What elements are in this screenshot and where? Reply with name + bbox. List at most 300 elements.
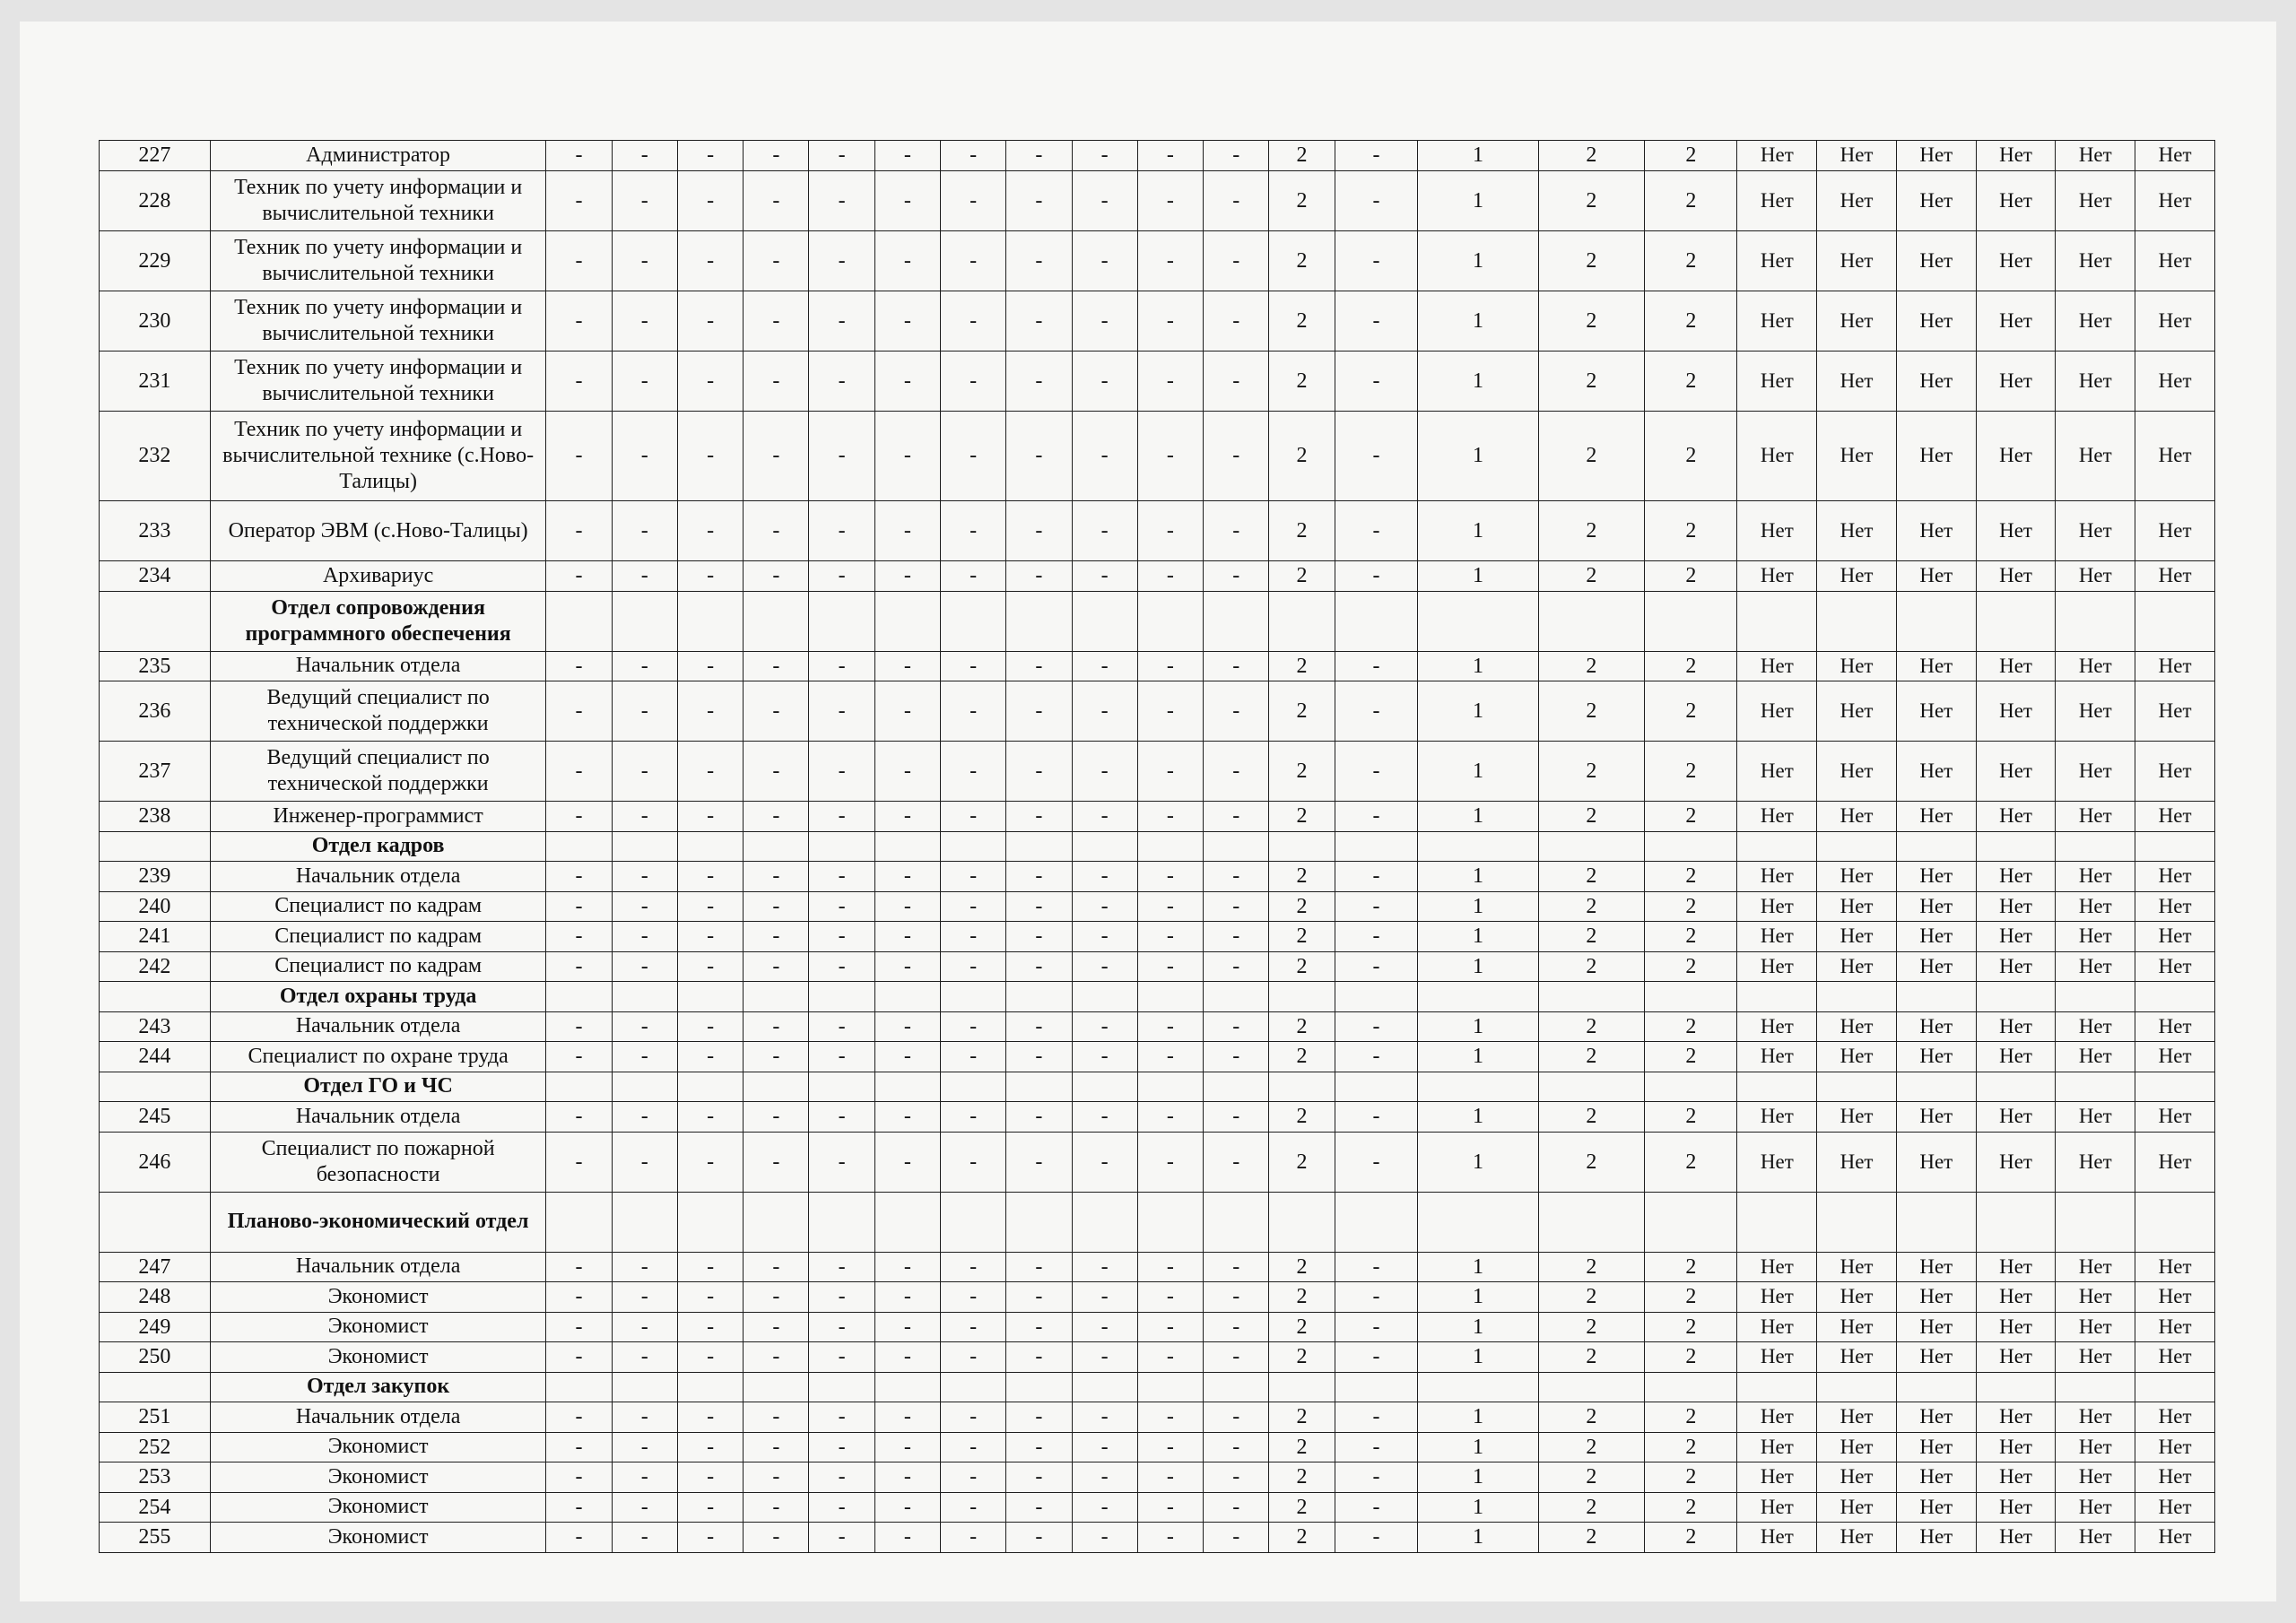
empty-cell: [1335, 1072, 1418, 1102]
value-cell: -: [874, 1282, 940, 1313]
value-cell: -: [874, 1523, 940, 1553]
value-cell: -: [1204, 1492, 1269, 1523]
empty-cell: [874, 591, 940, 651]
empty-cell: [1817, 1192, 1897, 1252]
yes-no-cell: Нет: [1976, 1462, 2056, 1493]
value-cell: -: [1072, 1402, 1137, 1433]
row-number-cell: 245: [100, 1102, 211, 1133]
empty-cell: [612, 982, 677, 1012]
row-number-cell: [100, 982, 211, 1012]
row-number-cell: 253: [100, 1462, 211, 1493]
empty-cell: [2135, 1072, 2215, 1102]
value-cell: 2: [1538, 170, 1645, 230]
value-cell: 2: [1645, 1132, 1737, 1192]
row-number-cell: 232: [100, 411, 211, 501]
value-cell: -: [1072, 1102, 1137, 1133]
empty-cell: [612, 1072, 677, 1102]
value-cell: -: [744, 742, 809, 802]
value-cell: -: [874, 1252, 940, 1282]
value-cell: -: [612, 951, 677, 982]
empty-cell: [809, 982, 874, 1012]
value-cell: -: [612, 561, 677, 592]
yes-no-cell: Нет: [1737, 1342, 1817, 1373]
value-cell: -: [1072, 1432, 1137, 1462]
value-cell: -: [677, 1042, 743, 1072]
value-cell: -: [1204, 411, 1269, 501]
position-name: Начальник отдела: [210, 1402, 546, 1433]
value-cell: -: [809, 1492, 874, 1523]
value-cell: -: [874, 230, 940, 291]
table-row: [100, 1102, 2215, 1133]
yes-no-cell: Нет: [2135, 1042, 2215, 1072]
value-cell: -: [546, 891, 612, 922]
yes-no-cell: Нет: [1817, 862, 1897, 892]
value-cell: -: [809, 951, 874, 982]
empty-cell: [2056, 1072, 2135, 1102]
value-cell: -: [612, 651, 677, 681]
empty-cell: [546, 1372, 612, 1402]
yes-no-cell: Нет: [1896, 1523, 1976, 1553]
value-cell: -: [1137, 141, 1203, 171]
value-cell: -: [546, 1252, 612, 1282]
table-row: [100, 291, 2215, 351]
value-cell: -: [1072, 681, 1137, 742]
empty-cell: [1269, 591, 1335, 651]
yes-no-cell: Нет: [1737, 1462, 1817, 1493]
value-cell: -: [941, 681, 1006, 742]
yes-no-cell: Нет: [1976, 1132, 2056, 1192]
value-cell: 2: [1538, 291, 1645, 351]
value-cell: -: [1137, 170, 1203, 230]
value-cell: -: [546, 1102, 612, 1133]
value-cell: -: [1006, 141, 1072, 171]
yes-no-cell: Нет: [2056, 651, 2135, 681]
value-cell: -: [809, 230, 874, 291]
table-row: [100, 742, 2215, 802]
value-cell: -: [941, 291, 1006, 351]
yes-no-cell: Нет: [2056, 141, 2135, 171]
value-cell: -: [941, 862, 1006, 892]
position-name: Начальник отдела: [210, 651, 546, 681]
value-cell: -: [612, 351, 677, 411]
empty-cell: [1072, 982, 1137, 1012]
yes-no-cell: Нет: [2135, 651, 2215, 681]
value-cell: -: [1006, 862, 1072, 892]
row-number-cell: 229: [100, 230, 211, 291]
yes-no-cell: Нет: [2135, 1011, 2215, 1042]
value-cell: -: [1335, 291, 1418, 351]
value-cell: -: [1006, 230, 1072, 291]
value-cell: 2: [1645, 1462, 1737, 1493]
position-name: Архивариус: [210, 561, 546, 592]
value-cell: -: [1204, 561, 1269, 592]
row-number-cell: 240: [100, 891, 211, 922]
value-cell: 1: [1418, 1523, 1538, 1553]
value-cell: -: [1335, 742, 1418, 802]
value-cell: -: [1204, 230, 1269, 291]
position-name: Ведущий специалист по технической поддержки: [210, 742, 546, 802]
value-cell: -: [1335, 651, 1418, 681]
yes-no-cell: Нет: [2056, 411, 2135, 501]
value-cell: -: [1072, 1492, 1137, 1523]
empty-cell: [1006, 591, 1072, 651]
value-cell: -: [1204, 141, 1269, 171]
position-name: Экономист: [210, 1432, 546, 1462]
value-cell: 2: [1538, 862, 1645, 892]
value-cell: -: [1137, 1011, 1203, 1042]
value-cell: -: [677, 681, 743, 742]
yes-no-cell: Нет: [2056, 291, 2135, 351]
yes-no-cell: Нет: [1817, 1132, 1897, 1192]
value-cell: -: [744, 922, 809, 952]
empty-cell: [1976, 1072, 2056, 1102]
value-cell: -: [546, 681, 612, 742]
yes-no-cell: Нет: [1896, 1492, 1976, 1523]
value-cell: -: [1072, 891, 1137, 922]
yes-no-cell: Нет: [2135, 681, 2215, 742]
value-cell: 2: [1538, 141, 1645, 171]
empty-cell: [677, 831, 743, 862]
value-cell: -: [1006, 891, 1072, 922]
yes-no-cell: Нет: [1896, 501, 1976, 561]
value-cell: -: [1335, 501, 1418, 561]
position-name: Оператор ЭВМ (с.Ново-Талицы): [210, 501, 546, 561]
value-cell: -: [1072, 862, 1137, 892]
yes-no-cell: Нет: [1896, 681, 1976, 742]
yes-no-cell: Нет: [1737, 742, 1817, 802]
value-cell: 2: [1538, 1402, 1645, 1433]
value-cell: -: [744, 230, 809, 291]
value-cell: -: [1006, 1042, 1072, 1072]
position-name: Начальник отдела: [210, 1102, 546, 1133]
value-cell: 2: [1538, 351, 1645, 411]
value-cell: -: [1137, 501, 1203, 561]
value-cell: -: [1072, 951, 1137, 982]
empty-cell: [2135, 1192, 2215, 1252]
value-cell: -: [677, 170, 743, 230]
value-cell: 2: [1269, 951, 1335, 982]
empty-cell: [677, 1072, 743, 1102]
empty-cell: [1269, 1192, 1335, 1252]
empty-cell: [1538, 591, 1645, 651]
value-cell: -: [546, 802, 612, 832]
row-number-cell: 241: [100, 922, 211, 952]
value-cell: 2: [1645, 951, 1737, 982]
empty-cell: [1737, 831, 1817, 862]
value-cell: 2: [1538, 1011, 1645, 1042]
yes-no-cell: Нет: [1817, 1492, 1897, 1523]
position-name: Техник по учету информации и вычислительной техники: [210, 351, 546, 411]
value-cell: -: [874, 1492, 940, 1523]
value-cell: -: [1006, 1342, 1072, 1373]
section-row: [100, 1372, 2215, 1402]
value-cell: -: [1006, 351, 1072, 411]
empty-cell: [677, 1372, 743, 1402]
position-name: Техник по учету информации и вычислительной техники: [210, 291, 546, 351]
yes-no-cell: Нет: [1976, 1523, 2056, 1553]
empty-cell: [677, 591, 743, 651]
yes-no-cell: Нет: [2056, 1462, 2135, 1493]
value-cell: -: [1072, 1132, 1137, 1192]
value-cell: -: [809, 170, 874, 230]
value-cell: -: [1137, 951, 1203, 982]
value-cell: -: [612, 891, 677, 922]
yes-no-cell: Нет: [1976, 951, 2056, 982]
value-cell: -: [809, 651, 874, 681]
empty-cell: [1006, 1072, 1072, 1102]
yes-no-cell: Нет: [1976, 1342, 2056, 1373]
empty-cell: [1006, 1192, 1072, 1252]
value-cell: 2: [1538, 651, 1645, 681]
yes-no-cell: Нет: [1817, 922, 1897, 952]
value-cell: -: [1006, 1312, 1072, 1342]
section-row: [100, 982, 2215, 1012]
value-cell: -: [1204, 1252, 1269, 1282]
value-cell: -: [1335, 1042, 1418, 1072]
value-cell: -: [1072, 922, 1137, 952]
value-cell: -: [612, 1462, 677, 1493]
yes-no-cell: Нет: [1737, 1102, 1817, 1133]
value-cell: -: [546, 1312, 612, 1342]
empty-cell: [1976, 1372, 2056, 1402]
value-cell: -: [744, 1462, 809, 1493]
yes-no-cell: Нет: [1817, 1042, 1897, 1072]
empty-cell: [1006, 982, 1072, 1012]
yes-no-cell: Нет: [1737, 1523, 1817, 1553]
value-cell: 1: [1418, 1282, 1538, 1313]
value-cell: 2: [1538, 1132, 1645, 1192]
value-cell: -: [1006, 501, 1072, 561]
value-cell: -: [546, 742, 612, 802]
value-cell: -: [809, 1252, 874, 1282]
value-cell: 1: [1418, 862, 1538, 892]
value-cell: 2: [1645, 561, 1737, 592]
empty-cell: [2056, 1372, 2135, 1402]
yes-no-cell: Нет: [2056, 681, 2135, 742]
value-cell: -: [677, 1432, 743, 1462]
empty-cell: [874, 1192, 940, 1252]
yes-no-cell: Нет: [1737, 1252, 1817, 1282]
yes-no-cell: Нет: [2135, 1402, 2215, 1433]
value-cell: 2: [1269, 802, 1335, 832]
yes-no-cell: Нет: [1817, 351, 1897, 411]
value-cell: 2: [1538, 1342, 1645, 1373]
value-cell: -: [1006, 1282, 1072, 1313]
value-cell: -: [809, 922, 874, 952]
yes-no-cell: Нет: [1817, 681, 1897, 742]
yes-no-cell: Нет: [1737, 951, 1817, 982]
value-cell: -: [1006, 1432, 1072, 1462]
value-cell: -: [1137, 411, 1203, 501]
empty-cell: [1817, 982, 1897, 1012]
yes-no-cell: Нет: [1817, 1252, 1897, 1282]
empty-cell: [1269, 982, 1335, 1012]
value-cell: 2: [1538, 1282, 1645, 1313]
section-title: Отдел ГО и ЧС: [210, 1072, 546, 1102]
value-cell: 1: [1418, 1312, 1538, 1342]
yes-no-cell: Нет: [2056, 1252, 2135, 1282]
position-name: Техник по учету информации и вычислительной техники: [210, 230, 546, 291]
row-number-cell: 242: [100, 951, 211, 982]
value-cell: -: [809, 1432, 874, 1462]
yes-no-cell: Нет: [1817, 230, 1897, 291]
value-cell: -: [1335, 1011, 1418, 1042]
row-number-cell: 238: [100, 802, 211, 832]
value-cell: -: [1072, 1462, 1137, 1493]
yes-no-cell: Нет: [1817, 1402, 1897, 1433]
yes-no-cell: Нет: [2056, 1523, 2135, 1553]
yes-no-cell: Нет: [1817, 1011, 1897, 1042]
value-cell: -: [612, 922, 677, 952]
value-cell: -: [1006, 1252, 1072, 1282]
value-cell: 2: [1538, 561, 1645, 592]
value-cell: 2: [1645, 1523, 1737, 1553]
yes-no-cell: Нет: [1737, 141, 1817, 171]
yes-no-cell: Нет: [1896, 1342, 1976, 1373]
yes-no-cell: Нет: [1976, 1102, 2056, 1133]
empty-cell: [1006, 1372, 1072, 1402]
value-cell: -: [874, 1342, 940, 1373]
empty-cell: [1006, 831, 1072, 862]
position-name: Экономист: [210, 1342, 546, 1373]
value-cell: -: [612, 141, 677, 171]
value-cell: -: [874, 561, 940, 592]
yes-no-cell: Нет: [2135, 1282, 2215, 1313]
yes-no-cell: Нет: [1976, 351, 2056, 411]
yes-no-cell: Нет: [1737, 1132, 1817, 1192]
empty-cell: [612, 591, 677, 651]
yes-no-cell: Нет: [1817, 501, 1897, 561]
yes-no-cell: Нет: [2056, 1011, 2135, 1042]
value-cell: -: [941, 922, 1006, 952]
value-cell: -: [1137, 681, 1203, 742]
value-cell: -: [941, 651, 1006, 681]
empty-cell: [1645, 831, 1737, 862]
value-cell: 2: [1269, 1492, 1335, 1523]
value-cell: -: [546, 230, 612, 291]
row-number-cell: [100, 831, 211, 862]
value-cell: -: [1006, 681, 1072, 742]
yes-no-cell: Нет: [1817, 651, 1897, 681]
yes-no-cell: Нет: [1817, 1523, 1897, 1553]
value-cell: -: [612, 1432, 677, 1462]
table-row: [100, 501, 2215, 561]
empty-cell: [1335, 831, 1418, 862]
value-cell: 2: [1269, 1282, 1335, 1313]
yes-no-cell: Нет: [1737, 651, 1817, 681]
value-cell: -: [612, 1312, 677, 1342]
value-cell: 2: [1538, 1042, 1645, 1072]
yes-no-cell: Нет: [2056, 1042, 2135, 1072]
value-cell: 1: [1418, 170, 1538, 230]
value-cell: 1: [1418, 1432, 1538, 1462]
value-cell: -: [809, 1011, 874, 1042]
value-cell: 2: [1269, 862, 1335, 892]
value-cell: 1: [1418, 1102, 1538, 1133]
yes-no-cell: Нет: [1896, 351, 1976, 411]
yes-no-cell: Нет: [2135, 1342, 2215, 1373]
value-cell: 1: [1418, 681, 1538, 742]
value-cell: -: [1072, 1252, 1137, 1282]
value-cell: 2: [1269, 170, 1335, 230]
value-cell: 2: [1645, 291, 1737, 351]
value-cell: -: [677, 411, 743, 501]
value-cell: 1: [1418, 1342, 1538, 1373]
value-cell: 2: [1538, 230, 1645, 291]
value-cell: -: [874, 891, 940, 922]
empty-cell: [1418, 831, 1538, 862]
value-cell: 2: [1538, 742, 1645, 802]
value-cell: -: [1335, 1492, 1418, 1523]
empty-cell: [874, 1072, 940, 1102]
yes-no-cell: Нет: [1817, 411, 1897, 501]
yes-no-cell: Нет: [1976, 291, 2056, 351]
value-cell: -: [546, 651, 612, 681]
value-cell: -: [1204, 951, 1269, 982]
value-cell: -: [744, 170, 809, 230]
section-row: [100, 1192, 2215, 1252]
value-cell: 2: [1269, 1132, 1335, 1192]
yes-no-cell: Нет: [1896, 1312, 1976, 1342]
value-cell: 2: [1269, 922, 1335, 952]
value-cell: -: [612, 1523, 677, 1553]
position-name: Ведущий специалист по технической поддержки: [210, 681, 546, 742]
value-cell: -: [677, 1132, 743, 1192]
yes-no-cell: Нет: [1737, 1011, 1817, 1042]
value-cell: -: [1137, 1402, 1203, 1433]
value-cell: -: [1137, 802, 1203, 832]
value-cell: -: [677, 1523, 743, 1553]
value-cell: -: [546, 561, 612, 592]
yes-no-cell: Нет: [1976, 891, 2056, 922]
row-number-cell: 231: [100, 351, 211, 411]
value-cell: 2: [1269, 891, 1335, 922]
yes-no-cell: Нет: [1737, 1282, 1817, 1313]
empty-cell: [744, 591, 809, 651]
value-cell: 2: [1269, 1042, 1335, 1072]
value-cell: 2: [1645, 501, 1737, 561]
empty-cell: [612, 1192, 677, 1252]
value-cell: 2: [1269, 230, 1335, 291]
value-cell: 1: [1418, 802, 1538, 832]
empty-cell: [809, 1192, 874, 1252]
value-cell: -: [1137, 1042, 1203, 1072]
value-cell: -: [1137, 1462, 1203, 1493]
value-cell: -: [1204, 1011, 1269, 1042]
value-cell: -: [1204, 1432, 1269, 1462]
yes-no-cell: Нет: [1976, 411, 2056, 501]
position-name: Начальник отдела: [210, 862, 546, 892]
value-cell: -: [1137, 922, 1203, 952]
value-cell: -: [546, 1523, 612, 1553]
position-name: Экономист: [210, 1523, 546, 1553]
yes-no-cell: Нет: [1817, 1102, 1897, 1133]
value-cell: -: [744, 141, 809, 171]
value-cell: -: [677, 351, 743, 411]
value-cell: -: [744, 561, 809, 592]
value-cell: 2: [1645, 922, 1737, 952]
empty-cell: [1204, 982, 1269, 1012]
position-name: Инженер-программист: [210, 802, 546, 832]
yes-no-cell: Нет: [1896, 1432, 1976, 1462]
value-cell: -: [1335, 1523, 1418, 1553]
value-cell: 1: [1418, 411, 1538, 501]
empty-cell: [2135, 982, 2215, 1012]
empty-cell: [1538, 1372, 1645, 1402]
value-cell: -: [1335, 951, 1418, 982]
value-cell: 2: [1645, 170, 1737, 230]
value-cell: -: [809, 1102, 874, 1133]
